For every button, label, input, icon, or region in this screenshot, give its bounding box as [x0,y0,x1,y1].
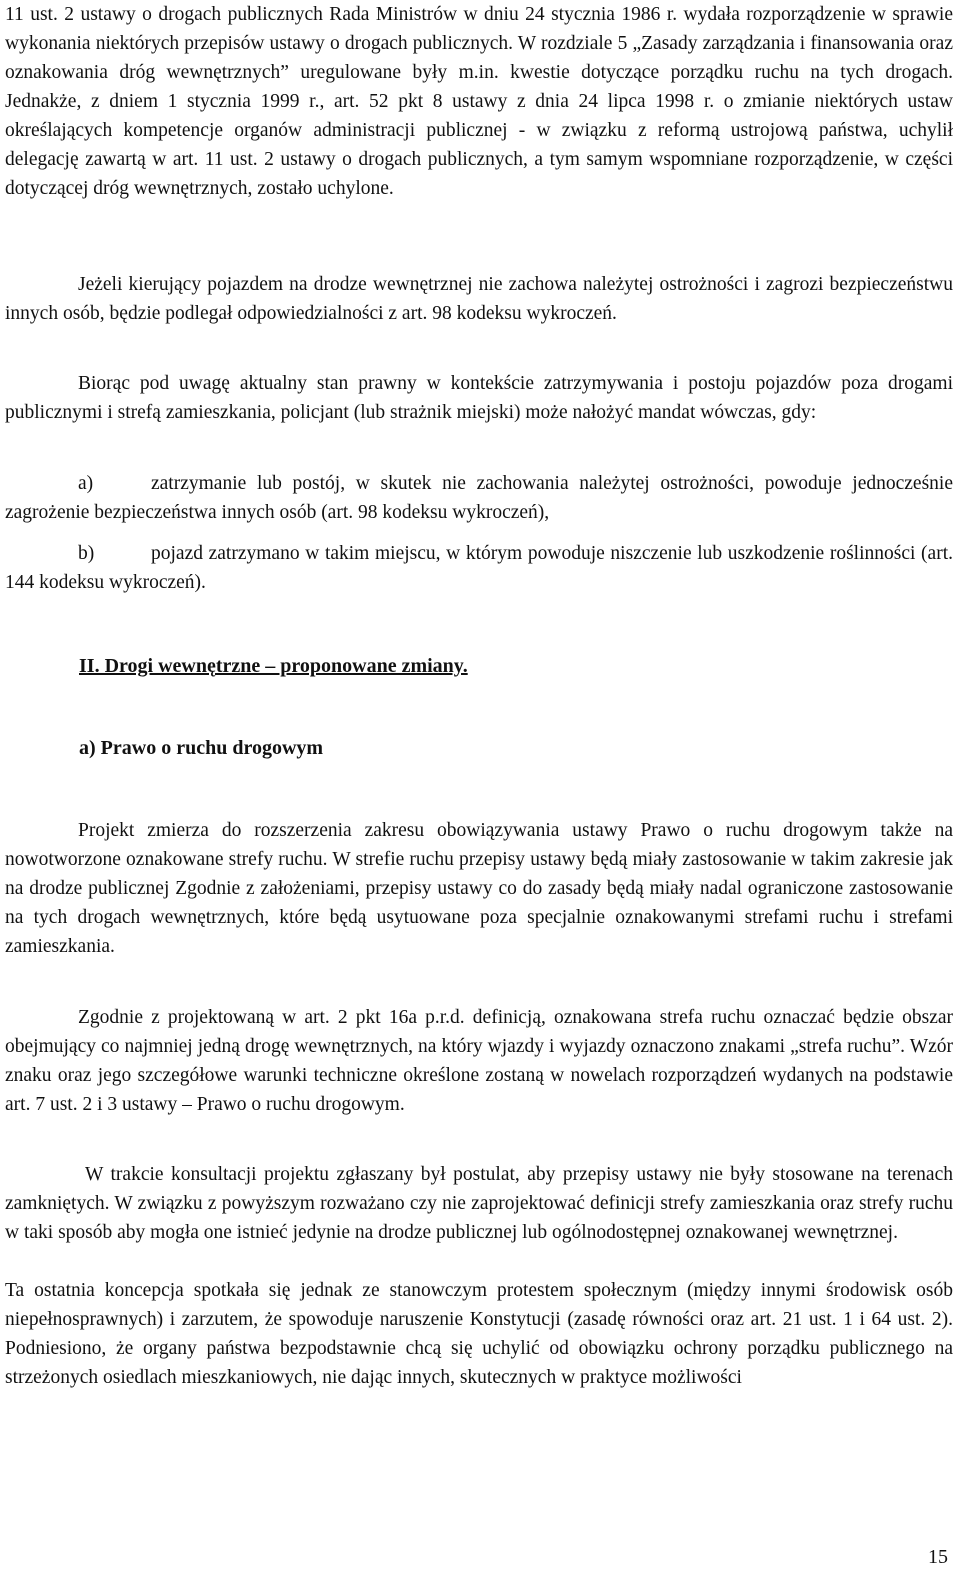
paragraph-protest: Ta ostatnia koncepcja spotkała się jednak ze stanowczym protestem społecznym (między innymi środowisk osób niepełnosprawnych) i zarzutem, że spowoduje naruszenie Konstytucji (zasadę równości oraz art. 21 ust. 1 i 64 ust. 2). Podniesiono, że organy państwa bezpodstawnie chcą się uchylić od obowiązku ochrony porządku publicznego na strzeżonych osiedlach mieszkaniowych, nie dając innych, skutecznych w praktyce możliwości [5,1280,953,1388]
list-item-b [5,539,953,597]
list-text-b: pojazd zatrzymano w takim miejscu, w którym powoduje niszczenie lub uszkodzenie roślinności (art. 144 kodeksu wykroczeń). [5,543,953,593]
paragraph-liability: Jeżeli kierujący pojazdem na drodze wewnętrznej nie zachowa należytej ostrożności i zagrozi bezpieczeństwu innych osób, będzie podlegał odpowiedzialności z art. 98 kodeksu wykroczeń. [5,274,953,324]
paragraph-consultation: W trakcie konsultacji projektu zgłaszany był postulat, aby przepisy ustawy nie były stosowane na terenach zamkniętych. W związku z powyższym rozważano czy nie zaprojektować definicji strefy zamieszkania oraz strefy ruchu w taki sposób aby mogła one istnieć jedynie na drodze publicznej lub ogólnodostępnej oznakowanej wewnętrznej. [5,1164,953,1243]
list-marker-b: b) [78,543,95,564]
page-number: 15 [928,1546,948,1568]
list-marker-a: a) [78,473,94,494]
section-heading: II. Drogi wewnętrzne – proponowane zmiany. [79,655,468,677]
paragraph-project-scope: Projekt zmierza do rozszerzenia zakresu obowiązywania ustawy Prawo o ruchu drogowym także na nowotworzone oznakowane strefy ruchu. W strefie ruchu przepisy ustawy będą miały zastosowanie w takim zakresie jak na drodze publicznej Zgodnie z założeniami, przepisy ustawy co do zasady będą miały nadal ograniczone zastosowanie na tych drogach wewnętrznych, które będą usytuowane poza specjalnie oznakowanymi strefami ruchu i strefami zamieszkania. [5,820,953,957]
paragraph-definition: Zgodnie z projektowaną w art. 2 pkt 16a p.r.d. definicją, oznakowana strefa ruchu oznaczać będzie obszar obejmujący co najmniej jedną drogę wewnętrznych, na który wjazdy i wyjazdy oznaczono znakami „strefa ruchu”. Wzór znaku oraz jego szczegółowe warunki techniczne określone zostaną w nowelach rozporządzeń wydanych na podstawie art. 7 ust. 2 i 3 ustawy – Prawo o ruchu drogowym. [5,1007,953,1115]
list-item-a [5,469,953,527]
paragraph-current-law: Biorąc pod uwagę aktualny stan prawny w kontekście zatrzymywania i postoju pojazdów poza drogami publicznymi i strefą zamieszkania, policjant (lub strażnik miejski) może nałożyć mandat wówczas, gdy: [5,373,953,423]
paragraph-legal-background: 11 ust. 2 ustawy o drogach publicznych Rada Ministrów w dniu 24 stycznia 1986 r. wydała rozporządzenie w sprawie wykonania niektórych przepisów ustawy o drogach publicznych. W rozdziale 5 „Zasady zarządzania i finansowania oraz oznakowania dróg wewnętrznych” uregulowane były m.in. kwestie dotyczące porządku ruchu na tych drogach. Jednakże, z dniem 1 stycznia 1999 r., art. 52 pkt 8 ustawy z dnia 24 lipca 1998 r. o zmianie niektórych ustaw określających kompetencje organów administracji publicznej - w związku z reformą ustrojową państwa, uchylił delegację zawartą w art. 11 ust. 2 ustawy o drogach publicznych, a tym samym wspomniane rozporządzenie, w części dotyczącej dróg wewnętrznych, zostało uchylone. [5,4,953,199]
list-text-a: zatrzymanie lub postój, w skutek nie zachowania należytej ostrożności, powoduje jednocześnie zagrożenie bezpieczeństwa innych osób (art. 98 kodeksu wykroczeń), [5,473,953,523]
subsection-heading: a) Prawo o ruchu drogowym [79,737,324,759]
